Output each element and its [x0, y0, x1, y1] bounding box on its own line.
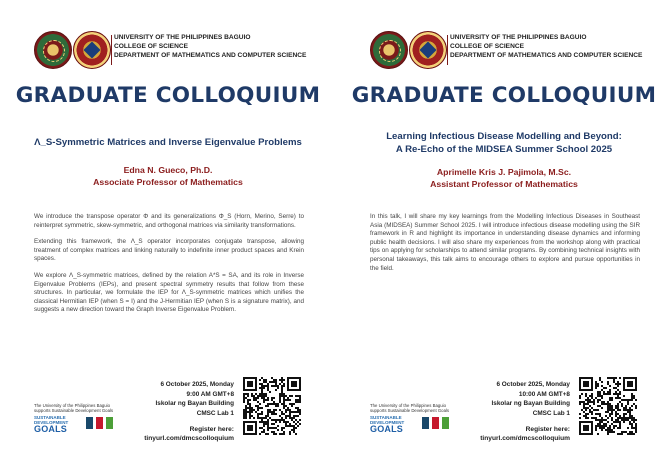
- sdg-logos: [370, 415, 466, 439]
- speaker-block: [0, 165, 336, 188]
- sdg-note: [34, 403, 130, 413]
- event-heading: GRADUATE COLLOQUIUM: [351, 83, 657, 108]
- talk-title-line-1: Λ_S-Symmetric Matrices and Inverse Eigenvalue Problems: [34, 137, 302, 148]
- sdg-note: [370, 403, 466, 413]
- college-name: COLLEGE OF SCIENCE: [114, 43, 189, 51]
- institution-header: [114, 33, 306, 61]
- university-seals: [34, 31, 112, 71]
- talk-title: [24, 136, 312, 149]
- sdg-4-icon: [432, 417, 439, 429]
- register-link[interactable]: tinyurl.com/dmcscolloquium: [144, 435, 234, 443]
- abstract-paragraph: We introduce the transpose operator Φ and its generalizations Φ_S (Horn, Merino, Serre) to reinterpret symmetric, skew-symmetric, and orthogonal matrices via similarity transformations.: [34, 213, 304, 229]
- abstract: [34, 213, 304, 323]
- speaker-name: Aprimelle Kris J. Pajimola, M.Sc.: [436, 167, 572, 177]
- sdg-note-line: The University of the Philippines Baguio: [370, 403, 446, 408]
- event-room: CMSC Lab 1: [532, 409, 570, 417]
- talk-title-line-1: Learning Infectious Disease Modelling and Beyond:: [386, 131, 622, 142]
- department-name: DEPARTMENT OF MATHEMATICS AND COMPUTER SCIENCE: [114, 52, 307, 60]
- colloquium-poster-right: [336, 0, 672, 475]
- college-seal-logo: [409, 31, 447, 69]
- up-seal-logo: [34, 31, 72, 69]
- sdg-3-icon: [106, 417, 113, 429]
- sdg-logos: [34, 415, 130, 439]
- sdg-logo-goals: GOALS: [34, 424, 68, 435]
- speaker-block: [336, 167, 672, 190]
- event-time: 9:00 AM GMT+8: [186, 390, 234, 398]
- sdg-note-line: supports Sustainable Development Goals: [34, 408, 114, 414]
- sdg-note-line: supports Sustainable Development Goals: [370, 408, 450, 414]
- register-label: Register here:: [189, 426, 234, 433]
- up-seal-logo: [370, 31, 408, 69]
- speaker-position: Associate Professor of Mathematics: [93, 176, 243, 187]
- college-seal-logo: [73, 31, 111, 69]
- sdg-logo-goals: GOALS: [370, 424, 404, 435]
- talk-title-line-2: A Re-Echo of the MIDSEA Summer School 2025: [395, 144, 613, 155]
- registration-block: [144, 425, 234, 443]
- sdg-4-icon: [96, 417, 103, 429]
- event-schedule: [492, 380, 570, 418]
- speaker-position: Assistant Professor of Mathematics: [430, 178, 578, 189]
- header-divider: [447, 35, 448, 65]
- event-schedule: [156, 380, 234, 418]
- speaker-name: Edna N. Gueco, Ph.D.: [123, 165, 213, 175]
- abstract-paragraph: We explore Λ_S-symmetric matrices, defined by the relation A*S = SA, and its role in Inverse Eigenvalue Problems (IEPs), and present spectral symmetry results that follow from these structures. In particular, we formulate the IEP for Λ_S-symmetric matrices which unifies the classical Hermitian IEP (when S = I) and the J-Hermitian IEP (when S is a signature matrix), and suggests a new direction toward the Graph Inverse Eigenvalue Problem.: [34, 271, 304, 314]
- university-name: UNIVERSITY OF THE PHILIPPINES BAGUIO: [450, 34, 587, 41]
- sdg-17-icon: [86, 417, 93, 429]
- abstract-paragraph: In this talk, I will share my key learnings from the Modelling Infectious Diseases in Southeast Asia (MIDSEA) Summer School 2025. I will introduce infectious disease modelling using the SIR framework in R and highlight its importance in understanding disease dynamics and informing public health decisions. I will also share my experiences from the workshop along with practical tips on applying for scholarships to attend similar programs. By combining technical insights with personal takeaways, this talk aims to encourage others to explore and pursue opportunities in the field.: [370, 213, 640, 272]
- event-heading: GRADUATE COLLOQUIUM: [15, 83, 321, 108]
- university-seals: [370, 31, 448, 71]
- event-date: 6 October 2025, Monday: [160, 381, 234, 388]
- university-name: UNIVERSITY OF THE PHILIPPINES BAGUIO: [114, 34, 251, 41]
- sdg-logo: [370, 415, 404, 434]
- event-date: 6 October 2025, Monday: [496, 381, 570, 388]
- sdg-note-line: The University of the Philippines Baguio: [34, 403, 110, 408]
- event-venue: Iskolar ng Bayan Building: [155, 400, 234, 407]
- sdg-logo-line: SUSTAINABLE: [34, 415, 66, 421]
- registration-block: [480, 425, 570, 443]
- event-room: CMSC Lab 1: [196, 409, 234, 417]
- college-name: COLLEGE OF SCIENCE: [450, 43, 525, 51]
- qr-code-icon[interactable]: [243, 377, 301, 435]
- sdg-logo-line: DEVELOPMENT: [34, 420, 69, 426]
- sdg-block: [370, 403, 466, 439]
- sdg-3-icon: [442, 417, 449, 429]
- institution-header: [450, 33, 642, 61]
- sdg-logo-line: DEVELOPMENT: [370, 420, 405, 426]
- sdg-block: [34, 403, 130, 439]
- sdg-logo: [34, 415, 68, 434]
- abstract-paragraph: Extending this framework, the Λ_S operator incorporates conjugate transpose, allowing treatment of complex matrices and linking naturally to indefinite inner product spaces and Krein spaces.: [34, 238, 304, 263]
- event-venue: Iskolar ng Bayan Building: [491, 400, 570, 407]
- sdg-17-icon: [422, 417, 429, 429]
- event-time: 10:00 AM GMT+8: [518, 390, 570, 398]
- department-name: DEPARTMENT OF MATHEMATICS AND COMPUTER SCIENCE: [450, 52, 643, 60]
- header-divider: [111, 35, 112, 65]
- register-link[interactable]: tinyurl.com/dmcscolloquium: [480, 435, 570, 443]
- register-label: Register here:: [525, 426, 570, 433]
- sdg-logo-line: SUSTAINABLE: [370, 415, 402, 421]
- qr-code-icon[interactable]: [579, 377, 637, 435]
- abstract: [370, 213, 640, 281]
- talk-title: [360, 130, 648, 156]
